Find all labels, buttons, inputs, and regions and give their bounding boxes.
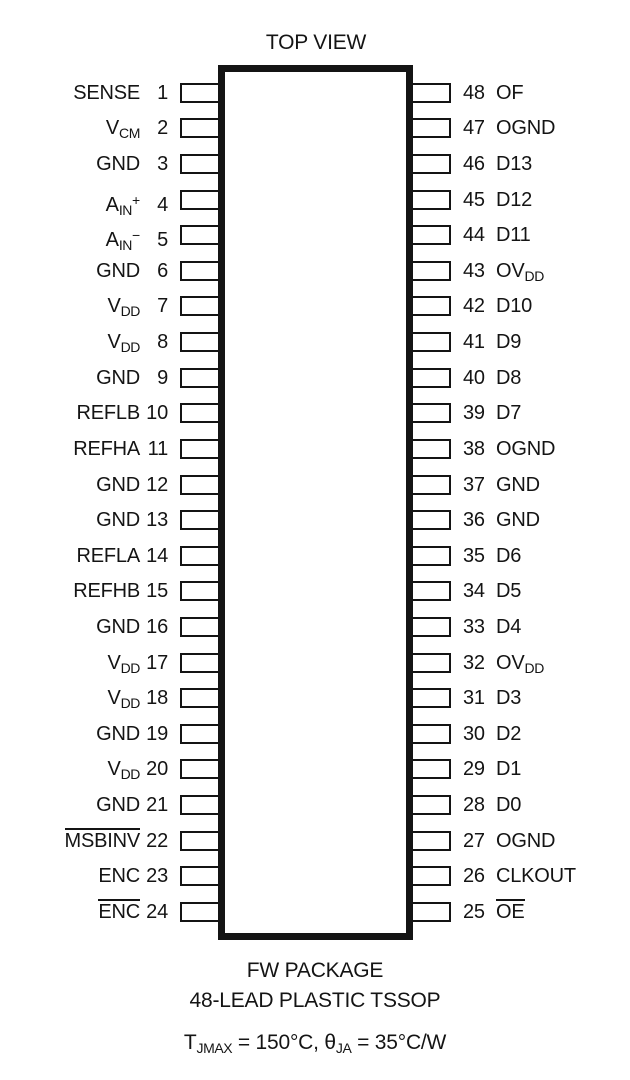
- pin-label-5: [105, 227, 140, 254]
- pin-label-28: [496, 794, 521, 816]
- pin-label-39: [496, 402, 521, 424]
- pin-row-33: [463, 614, 630, 640]
- pin-row-11: [0, 436, 168, 462]
- pin-row-24: [0, 899, 168, 925]
- text-segment: D0: [496, 794, 522, 817]
- pin-number-48: 48: [463, 81, 485, 104]
- pin-label-24: [98, 901, 140, 923]
- pin-number-25: 25: [463, 900, 485, 923]
- pin-label-26: [496, 865, 576, 887]
- pin-row-29: [463, 756, 630, 782]
- text-segment: OGND: [496, 437, 556, 460]
- pin-row-4: [0, 187, 168, 218]
- pin-number-21: 21: [146, 794, 168, 817]
- pin-row-39: [463, 400, 630, 426]
- package-name: FW PACKAGE: [246, 959, 384, 982]
- thermal-note: [0, 1031, 630, 1056]
- pin-row-45: [463, 187, 630, 213]
- pin-lead-39: [410, 403, 451, 423]
- pin-label-42: [496, 295, 532, 317]
- subscript-text: DD: [120, 339, 140, 356]
- text-segment: A: [105, 229, 119, 252]
- pin-row-32: [463, 650, 630, 676]
- pin-lead-4: [180, 190, 221, 210]
- pin-label-19: [96, 723, 140, 745]
- pin-label-16: [96, 616, 140, 638]
- pin-row-2: [0, 115, 168, 141]
- pin-row-42: [463, 293, 630, 319]
- text-segment: D9: [496, 331, 522, 354]
- pin-lead-48: [410, 83, 451, 103]
- text-segment: D5: [496, 580, 522, 603]
- pin-label-23: [98, 865, 140, 887]
- pin-number-40: 40: [463, 366, 485, 389]
- text-segment: REFLB: [76, 402, 140, 425]
- text-segment: V: [105, 117, 120, 140]
- pin-number-13: 13: [146, 509, 168, 532]
- pin-label-12: [96, 474, 140, 496]
- pin-label-35: [496, 545, 521, 567]
- pin-number-45: 45: [463, 188, 485, 211]
- text-segment: GND: [496, 473, 540, 496]
- text-segment: V: [107, 758, 121, 781]
- pin-number-14: 14: [146, 544, 168, 567]
- text-segment: GND: [96, 794, 140, 817]
- pin-number-38: 38: [463, 437, 485, 460]
- pin-number-16: 16: [146, 616, 168, 638]
- pin-number-44: 44: [463, 224, 485, 247]
- pin-number-6: 6: [157, 259, 168, 282]
- pin-number-30: 30: [463, 722, 485, 745]
- pin-row-7: [0, 293, 168, 319]
- subscript-text: DD: [120, 695, 140, 712]
- pin-number-35: 35: [463, 544, 485, 567]
- pin-row-23: [0, 863, 168, 889]
- pin-lead-38: [410, 439, 451, 459]
- pin-lead-17: [180, 653, 221, 673]
- pin-label-18: [107, 687, 140, 712]
- pin-row-18: [0, 685, 168, 711]
- pin-lead-22: [180, 831, 221, 851]
- pin-row-3: [0, 151, 168, 177]
- pin-number-17: 17: [146, 651, 168, 674]
- pin-number-31: 31: [463, 687, 485, 710]
- text-segment: V: [107, 295, 121, 318]
- pin-label-10: [77, 402, 140, 424]
- pin-lead-16: [180, 617, 221, 637]
- pin-label-46: [496, 153, 532, 175]
- pin-lead-43: [410, 261, 451, 281]
- pin-row-15: [0, 578, 168, 604]
- text-segment: θ: [324, 1031, 336, 1054]
- pin-row-21: [0, 792, 168, 818]
- text-segment: V: [107, 687, 121, 710]
- pin-row-40: [463, 365, 630, 391]
- pin-label-13: [96, 509, 140, 531]
- pin-row-35: [463, 543, 630, 569]
- pin-lead-42: [410, 296, 451, 316]
- pin-number-3: 3: [157, 152, 168, 175]
- pin-label-25: [496, 901, 525, 923]
- text-segment: GND: [496, 509, 540, 532]
- pin-number-46: 46: [463, 152, 485, 175]
- text-segment: GND: [96, 152, 140, 175]
- overlined-text: OE: [496, 900, 525, 923]
- diagram-title: TOP VIEW: [265, 31, 367, 54]
- text-segment: GND: [96, 509, 140, 532]
- text-segment: OV: [496, 651, 525, 674]
- pin-number-36: 36: [463, 509, 485, 532]
- pin-row-31: [463, 685, 630, 711]
- pin-lead-3: [180, 154, 221, 174]
- pin-lead-13: [180, 510, 221, 530]
- pin-number-28: 28: [463, 794, 485, 817]
- overlined-text: MSBINV: [64, 829, 140, 852]
- pin-number-23: 23: [146, 865, 168, 888]
- pin-lead-33: [410, 617, 451, 637]
- pin-lead-29: [410, 759, 451, 779]
- superscript-text: −: [132, 227, 140, 244]
- pin-label-31: [496, 687, 521, 709]
- pin-label-4: [105, 191, 140, 218]
- pin-number-15: 15: [146, 580, 168, 603]
- pin-lead-6: [180, 261, 221, 281]
- text-segment: D8: [496, 366, 522, 389]
- pin-number-26: 26: [463, 865, 485, 888]
- text-segment: D4: [496, 616, 522, 638]
- pin-lead-15: [180, 581, 221, 601]
- pin-lead-30: [410, 724, 451, 744]
- pin-lead-40: [410, 368, 451, 388]
- pin-number-42: 42: [463, 295, 485, 318]
- text-segment: T: [183, 1031, 197, 1054]
- pin-number-43: 43: [463, 259, 485, 282]
- pin-row-6: [0, 258, 168, 284]
- pin-lead-23: [180, 866, 221, 886]
- pin-row-17: [0, 650, 168, 676]
- pin-number-18: 18: [146, 687, 168, 710]
- pin-row-46: [463, 151, 630, 177]
- subscript-text: DD: [120, 659, 140, 676]
- pin-label-45: [496, 189, 532, 211]
- pin-lead-41: [410, 332, 451, 352]
- pin-label-48: [496, 82, 523, 104]
- pin-lead-45: [410, 190, 451, 210]
- pin-number-1: 1: [157, 81, 168, 104]
- superscript-text: +: [132, 191, 140, 208]
- pin-row-10: [0, 400, 168, 426]
- text-segment: = 150°C,: [232, 1031, 325, 1054]
- pin-label-32: [496, 652, 544, 674]
- subscript-text: JA: [335, 1040, 352, 1056]
- text-segment: V: [107, 651, 121, 674]
- pin-label-30: [496, 723, 521, 745]
- pin-label-11: [73, 438, 140, 460]
- pin-label-3: [96, 153, 140, 175]
- text-segment: D10: [496, 295, 533, 318]
- pin-number-11: 11: [147, 437, 168, 460]
- pin-number-8: 8: [157, 331, 168, 354]
- pin-row-8: [0, 329, 168, 355]
- pin-lead-31: [410, 688, 451, 708]
- pin-label-1: [73, 82, 140, 104]
- pin-label-41: [496, 331, 521, 353]
- pin-lead-11: [180, 439, 221, 459]
- pin-label-36: [496, 509, 540, 531]
- ic-package-body: [218, 65, 413, 940]
- pin-lead-26: [410, 866, 451, 886]
- pin-number-41: 41: [463, 331, 485, 354]
- pin-row-19: [0, 721, 168, 747]
- pin-number-12: 12: [146, 473, 168, 496]
- pin-row-1: [0, 80, 168, 106]
- pin-number-33: 33: [463, 616, 485, 638]
- pin-row-12: [0, 472, 168, 498]
- pin-row-5: [0, 222, 168, 254]
- pin-row-20: [0, 756, 168, 782]
- pin-lead-20: [180, 759, 221, 779]
- text-segment: V: [107, 331, 121, 354]
- pin-row-30: [463, 721, 630, 747]
- pin-row-34: [463, 578, 630, 604]
- text-segment: GND: [96, 616, 140, 638]
- text-segment: SENSE: [73, 81, 140, 104]
- pin-lead-18: [180, 688, 221, 708]
- text-segment: REFLA: [76, 544, 140, 567]
- pin-lead-27: [410, 831, 451, 851]
- text-segment: OV: [496, 259, 525, 282]
- pin-lead-7: [180, 296, 221, 316]
- subscript-text: DD: [120, 303, 140, 320]
- pin-lead-34: [410, 581, 451, 601]
- pin-label-27: [496, 830, 555, 852]
- pin-lead-24: [180, 902, 221, 922]
- subscript-text: IN: [118, 201, 133, 218]
- pin-lead-9: [180, 368, 221, 388]
- pin-lead-36: [410, 510, 451, 530]
- pin-label-38: [496, 438, 555, 460]
- pin-number-34: 34: [463, 580, 485, 603]
- pin-row-44: [463, 222, 630, 248]
- text-segment: D13: [496, 152, 533, 175]
- pin-number-32: 32: [463, 651, 485, 674]
- text-segment: D1: [496, 758, 522, 781]
- text-segment: D2: [496, 722, 522, 745]
- pin-label-20: [107, 758, 140, 783]
- pin-label-6: [96, 260, 140, 282]
- pin-number-29: 29: [463, 758, 485, 781]
- pin-label-44: [496, 224, 531, 246]
- pin-row-13: [0, 507, 168, 533]
- pin-row-25: [463, 899, 630, 925]
- pin-label-8: [107, 331, 140, 356]
- pin-row-47: [463, 115, 630, 141]
- pin-row-9: [0, 365, 168, 391]
- text-segment: D11: [496, 224, 531, 247]
- pin-number-9: 9: [157, 366, 168, 389]
- pin-lead-14: [180, 546, 221, 566]
- subscript-text: DD: [524, 267, 544, 284]
- text-segment: D6: [496, 544, 522, 567]
- subscript-text: DD: [120, 766, 140, 783]
- text-segment: D7: [496, 402, 522, 425]
- pin-row-43: [463, 258, 630, 284]
- pin-lead-44: [410, 225, 451, 245]
- pin-row-48: [463, 80, 630, 106]
- text-segment: GND: [96, 259, 140, 282]
- pin-number-2: 2: [157, 117, 168, 140]
- pin-lead-21: [180, 795, 221, 815]
- pin-number-24: 24: [146, 900, 168, 923]
- pin-label-43: [496, 260, 544, 282]
- pin-lead-19: [180, 724, 221, 744]
- text-segment: OF: [496, 81, 524, 104]
- pin-label-2: [105, 117, 140, 142]
- pin-number-27: 27: [463, 829, 485, 852]
- pin-number-37: 37: [463, 473, 485, 496]
- pin-lead-2: [180, 118, 221, 138]
- text-segment: OGND: [496, 117, 556, 140]
- pin-lead-12: [180, 475, 221, 495]
- pin-label-29: [496, 758, 521, 780]
- text-segment: GND: [96, 722, 140, 745]
- pin-label-34: [496, 580, 521, 602]
- pin-lead-28: [410, 795, 451, 815]
- subscript-text: IN: [118, 237, 133, 254]
- pin-number-39: 39: [463, 402, 485, 425]
- text-segment: ENC: [98, 865, 140, 888]
- pin-label-9: [96, 367, 140, 389]
- pin-label-33: [496, 616, 521, 638]
- text-segment: D12: [496, 188, 533, 211]
- pin-label-7: [107, 295, 140, 320]
- pin-lead-35: [410, 546, 451, 566]
- text-segment: OGND: [496, 829, 556, 852]
- pin-lead-10: [180, 403, 221, 423]
- text-segment: REFHA: [73, 437, 140, 460]
- pin-lead-25: [410, 902, 451, 922]
- pin-lead-46: [410, 154, 451, 174]
- text-segment: D3: [496, 687, 522, 710]
- pin-row-36: [463, 507, 630, 533]
- pin-label-40: [496, 367, 521, 389]
- pin-lead-8: [180, 332, 221, 352]
- pin-number-22: 22: [146, 829, 168, 852]
- pin-row-22: [0, 828, 168, 854]
- pin-number-19: 19: [146, 722, 168, 745]
- text-segment: REFHB: [73, 580, 140, 603]
- package-footer: [0, 956, 630, 1016]
- pin-label-17: [107, 652, 140, 674]
- subscript-text: JMAX: [196, 1040, 233, 1056]
- package-description: 48-LEAD PLASTIC TSSOP: [189, 989, 441, 1012]
- pin-lead-47: [410, 118, 451, 138]
- pin-row-14: [0, 543, 168, 569]
- text-segment: A: [105, 193, 119, 216]
- text-segment: CLKOUT: [496, 865, 576, 888]
- pin-row-28: [463, 792, 630, 818]
- pin-row-27: [463, 828, 630, 854]
- pin-label-22: [65, 830, 140, 852]
- text-segment: = 35°C/W: [351, 1031, 447, 1054]
- pin-label-14: [77, 545, 140, 567]
- pin-number-7: 7: [157, 295, 168, 318]
- subscript-text: CM: [119, 125, 140, 142]
- pin-label-21: [96, 794, 140, 816]
- pin-label-37: [496, 474, 540, 496]
- pin-number-5: 5: [157, 229, 168, 252]
- pin-lead-5: [180, 225, 221, 245]
- pin-row-37: [463, 472, 630, 498]
- pin-number-10: 10: [146, 402, 168, 425]
- pin-row-38: [463, 436, 630, 462]
- pin-lead-1: [180, 83, 221, 103]
- subscript-text: DD: [524, 659, 544, 676]
- pin-lead-37: [410, 475, 451, 495]
- pin-row-41: [463, 329, 630, 355]
- pin-number-47: 47: [463, 117, 485, 140]
- text-segment: GND: [96, 366, 140, 389]
- pin-label-15: [73, 580, 140, 602]
- text-segment: GND: [96, 473, 140, 496]
- pin-row-26: [463, 863, 630, 889]
- pin-lead-32: [410, 653, 451, 673]
- pin-number-4: 4: [157, 193, 168, 216]
- overlined-text: ENC: [98, 900, 140, 923]
- pin-row-16: [0, 614, 168, 640]
- pin-number-20: 20: [146, 758, 168, 781]
- pin-label-47: [496, 117, 555, 139]
